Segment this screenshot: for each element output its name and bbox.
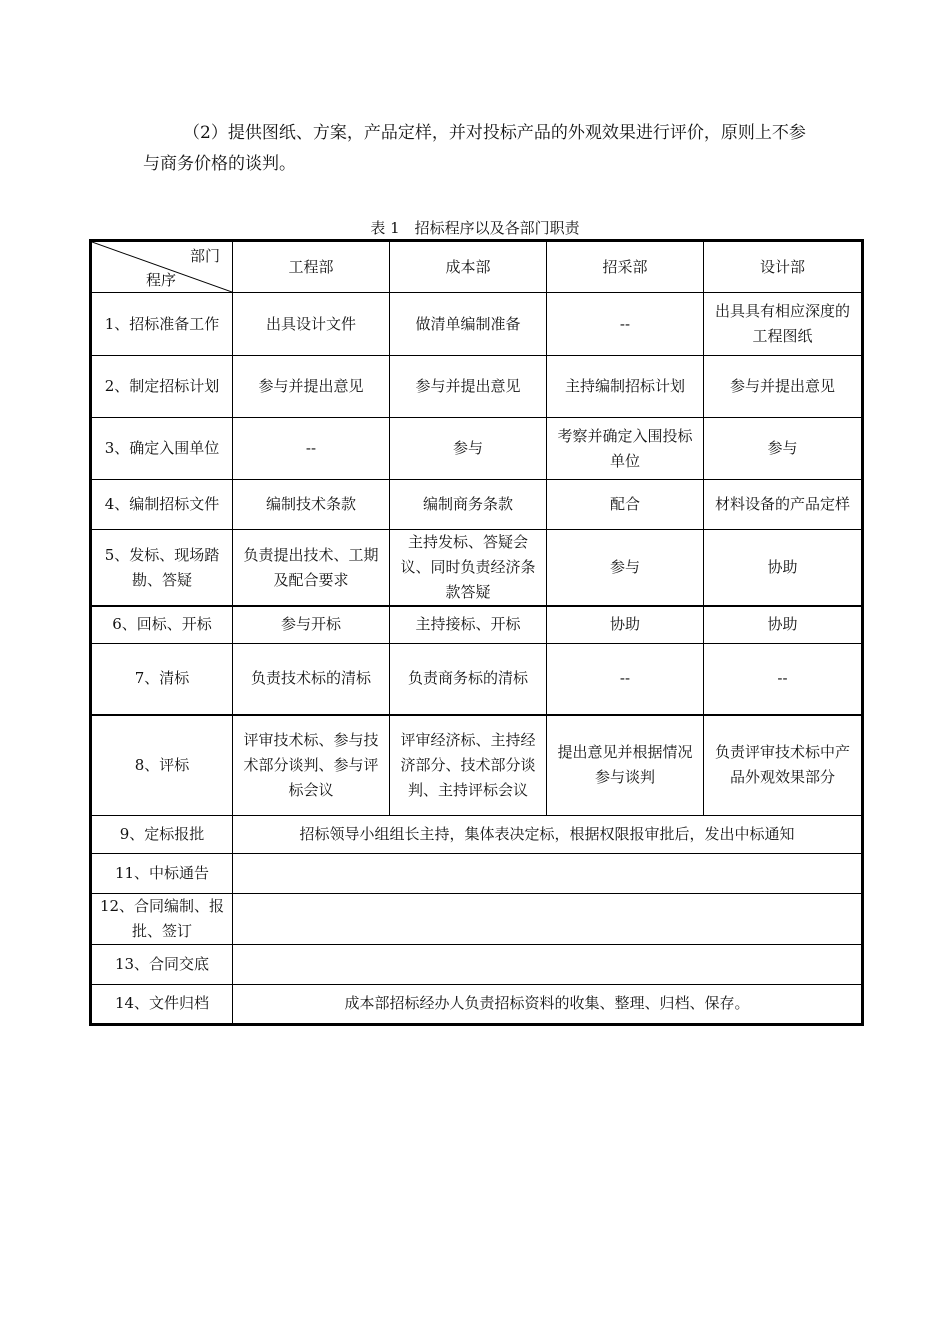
table-cell: 主持接标、开标	[390, 606, 547, 643]
step-cell: 8、评标	[91, 715, 233, 815]
corner-header-cell	[91, 241, 233, 293]
table-cell: --	[547, 643, 704, 715]
header-procurement: 招采部	[547, 241, 704, 293]
table-row	[91, 418, 863, 480]
table-row	[91, 293, 863, 356]
table-cell: 配合	[547, 480, 704, 530]
table-cell: --	[547, 293, 704, 356]
table-cell: 提出意见并根据情况参与谈判	[547, 715, 704, 815]
table-cell: 参与	[704, 418, 863, 480]
step-cell: 4、编制招标文件	[91, 480, 233, 530]
table-cell: 编制技术条款	[233, 480, 390, 530]
merged-cell	[233, 893, 863, 944]
table-cell: 参与	[390, 418, 547, 480]
table-cell: 参与	[547, 530, 704, 607]
table-row	[91, 815, 863, 853]
step-cell: 9、定标报批	[91, 815, 233, 853]
table-cell: 主持发标、答疑会议、同时负责经济条款答疑	[390, 530, 547, 607]
step-cell: 13、合同交底	[91, 944, 233, 984]
table-cell: 负责提出技术、工期及配合要求	[233, 530, 390, 607]
table-row	[91, 893, 863, 944]
table-cell: 参与并提出意见	[390, 356, 547, 418]
table-cell: 负责商务标的清标	[390, 643, 547, 715]
table-cell: 协助	[547, 606, 704, 643]
intro-paragraph	[143, 118, 813, 180]
table-cell: 评审经济标、主持经济部分、技术部分谈判、主持评标会议	[390, 715, 547, 815]
table-cell: 负责技术标的清标	[233, 643, 390, 715]
table-row	[91, 944, 863, 984]
table-row	[91, 984, 863, 1024]
table-row	[91, 356, 863, 418]
step-cell: 11、中标通告	[91, 853, 233, 893]
intro-paragraph-text: （2）提供图纸、方案，产品定样，并对投标产品的外观效果进行评价，原则上不参与商务价格的谈判。	[143, 123, 806, 174]
table-cell: 主持编制招标计划	[547, 356, 704, 418]
table-cell: 协助	[704, 530, 863, 607]
table-cell: 参与并提出意见	[704, 356, 863, 418]
table-cell: 出具设计文件	[233, 293, 390, 356]
table-cell: 评审技术标、参与技术部分谈判、参与评标会议	[233, 715, 390, 815]
step-cell: 2、制定招标计划	[91, 356, 233, 418]
corner-label-department: 部门	[189, 247, 220, 265]
step-cell: 7、清标	[91, 643, 233, 715]
table-row	[91, 606, 863, 643]
table-cell: 参与并提出意见	[233, 356, 390, 418]
header-design: 设计部	[704, 241, 863, 293]
table-cell: 做清单编制准备	[390, 293, 547, 356]
header-cost: 成本部	[390, 241, 547, 293]
merged-cell: 招标领导小组组长主持，集体表决定标，根据权限报审批后，发出中标通知	[233, 815, 863, 853]
table-cell: --	[233, 418, 390, 480]
table-cell: 出具具有相应深度的工程图纸	[704, 293, 863, 356]
table-row	[91, 530, 863, 607]
table-row	[91, 853, 863, 893]
step-cell: 6、回标、开标	[91, 606, 233, 643]
table-cell: 编制商务条款	[390, 480, 547, 530]
table-row	[91, 715, 863, 815]
step-cell: 3、确定入围单位	[91, 418, 233, 480]
merged-cell	[233, 853, 863, 893]
table-cell: 协助	[704, 606, 863, 643]
table-cell: 参与开标	[233, 606, 390, 643]
table-row	[91, 643, 863, 715]
step-cell: 14、文件归档	[91, 984, 233, 1024]
table-cell: --	[704, 643, 863, 715]
merged-cell	[233, 944, 863, 984]
table-cell: 材料设备的产品定样	[704, 480, 863, 530]
table-row	[91, 480, 863, 530]
header-engineering: 工程部	[233, 241, 390, 293]
corner-label-procedure: 程序	[146, 271, 177, 289]
table-cell: 考察并确定入围投标单位	[547, 418, 704, 480]
table-caption: 表 1 招标程序以及各部门职责	[370, 219, 580, 237]
step-cell: 1、招标准备工作	[91, 293, 233, 356]
step-cell: 5、发标、现场踏勘、答疑	[91, 530, 233, 607]
procurement-responsibility-table	[89, 239, 864, 1026]
table-header-row	[91, 241, 863, 293]
merged-cell: 成本部招标经办人负责招标资料的收集、整理、归档、保存。	[233, 984, 863, 1024]
step-cell: 12、合同编制、报批、签订	[91, 893, 233, 944]
table-cell: 负责评审技术标中产品外观效果部分	[704, 715, 863, 815]
